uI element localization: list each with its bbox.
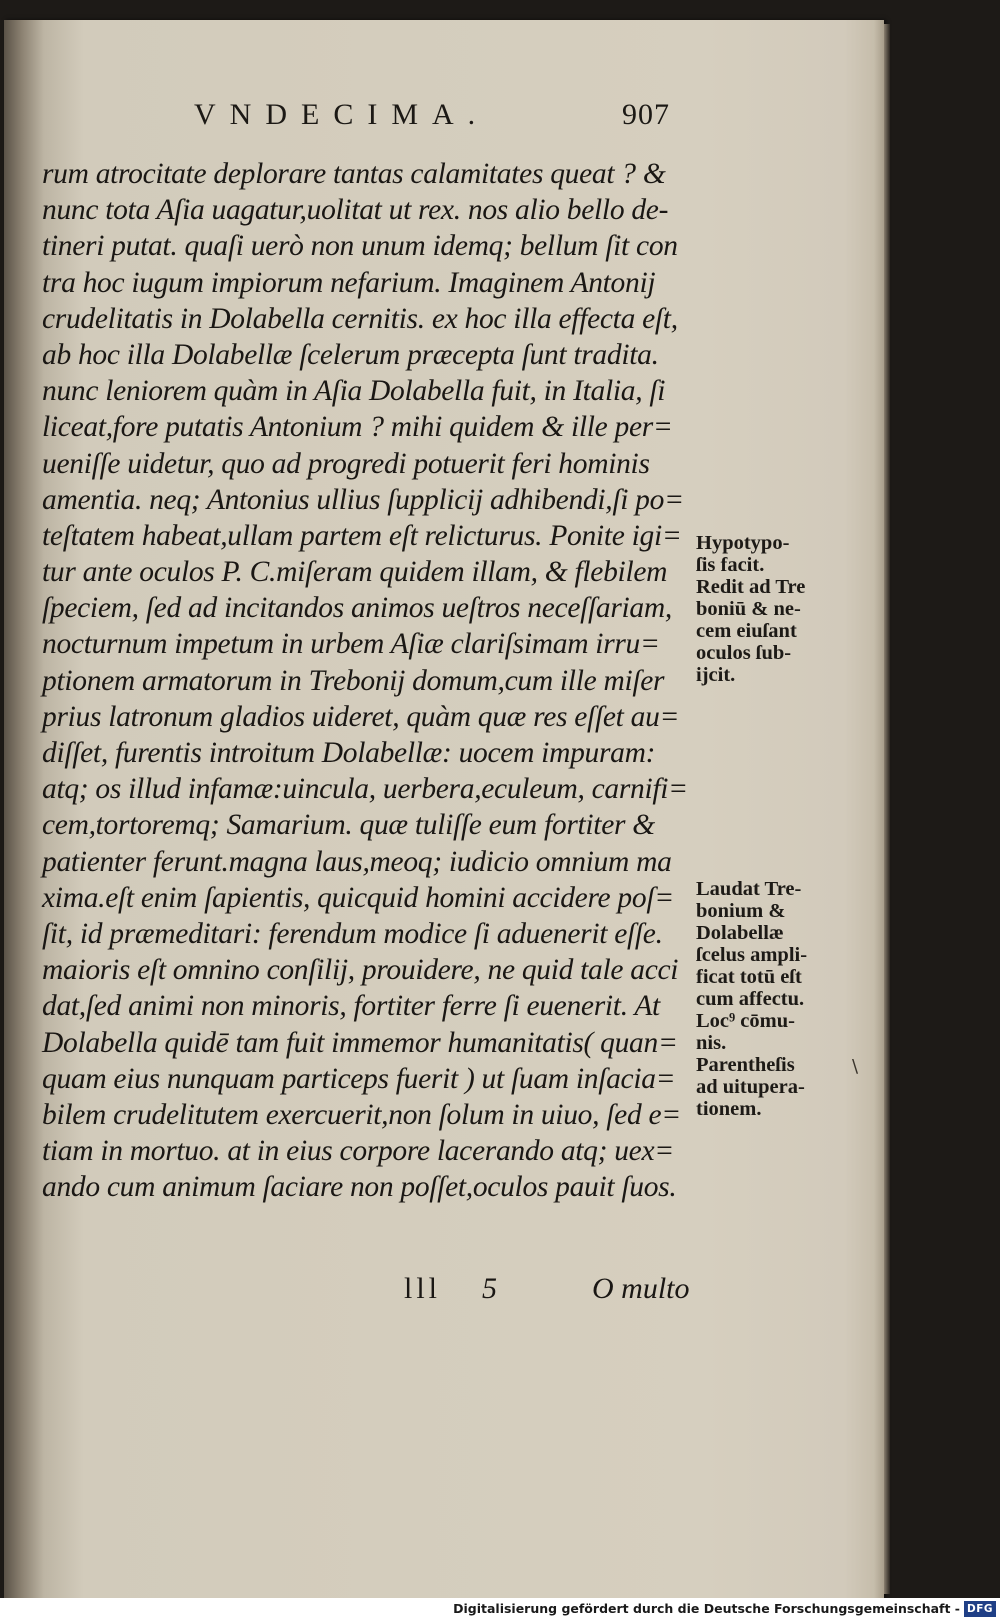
text-line: ſpeciem, ſed ad incitandos animos ueſtros neceſſariam, (42, 592, 672, 625)
text-line: ando cum animum ſaciare non poſſet,oculos pauit ſuos. (42, 1171, 677, 1204)
text-line: tineri putat. quaſi uerò non unum idemq; bellum ſit con (42, 230, 678, 263)
text-line: ptionem armatorum in Trebonij domum,cum ille miſer (42, 664, 665, 697)
marginal-note-line: tionem. (696, 1098, 762, 1120)
text-line: Dolabella quidē tam fuit immemor humanitatis( quan= (42, 1026, 678, 1059)
text-line: atq; os illud infamæ:uincula, uerbera,eculeum, carnifi= (42, 773, 688, 806)
signature-mark: lll (404, 1272, 442, 1305)
text-line: ab hoc illa Dolabellæ ſcelerum præcepta ſunt tradita. (42, 338, 659, 371)
marginal-note-hypotyposis (696, 532, 856, 686)
text-line: maioris eſt omnino conſilij, prouidere, ne quid tale acci (42, 954, 679, 987)
marginal-note-line: Loc⁹ cōmu- (696, 1010, 795, 1032)
text-line: tur ante oculos P. C.miſeram quidem illam, & flebilem (42, 556, 668, 589)
text-line: ſit, id præmeditari: ferendum modice ſi aduenerit eſſe. (42, 917, 663, 950)
running-head: VNDECIMA. (194, 98, 490, 131)
marginal-note-line: nis. (696, 1032, 727, 1054)
text-line: ueniſſe uidetur, quo ad progredi potuerit feri hominis (42, 447, 650, 480)
signature-number: 5 (482, 1272, 497, 1305)
text-line: quam eius nunquam particeps fuerit ) ut ſuam inſacia= (42, 1062, 676, 1095)
text-line: nunc tota Aſia uagatur,uolitat ut rex. nos alio bello de- (42, 194, 669, 227)
marginal-note-line: Dolabellæ (696, 922, 784, 944)
text-line: patienter ferunt.magna laus,meoq; iudicio omnium ma (42, 845, 672, 878)
text-line: diſſet, furentis introitum Dolabellæ: uocem impuram: (42, 737, 656, 769)
marginal-note-line: ad uitupera- (696, 1076, 805, 1098)
marginal-note-line: cum affectu. (696, 988, 805, 1010)
marginal-note-laudat (696, 878, 859, 1120)
catchword: O multo (592, 1272, 690, 1305)
footer-credit: Digitalisierung gefördert durch die Deutsche Forschungsgemeinschaft - (453, 1601, 960, 1616)
marginal-note-line: Laudat Tre- (696, 878, 802, 900)
marginal-note-line: boniū & ne- (696, 598, 801, 620)
text-line: nocturnum impetum in urbem Aſiæ clariſsimam irru= (42, 628, 660, 661)
text-line: rum atrocitate deplorare tantas calamitates queat ? & (42, 158, 666, 190)
footer-bar (0, 1598, 1000, 1623)
marginal-note-line: ſcelus ampli- (696, 944, 808, 966)
marginal-note-line: oculos ſub- (696, 642, 792, 664)
text-line: cem,tortoremq; Samarium. quæ tuliſſe eum fortiter & (42, 809, 655, 842)
marginal-note-line: cem eiuſant (696, 620, 797, 642)
dfg-logo: DFG (964, 1601, 996, 1617)
page-number: 907 (622, 98, 670, 131)
marginal-note-line: bonium & (696, 900, 786, 922)
marginal-note-line: ficat totū eſt (696, 966, 802, 988)
marginal-note-line: ijcit. (696, 664, 736, 686)
text-line: xima.eſt enim ſapientis, quicquid homini accidere poſ= (42, 881, 674, 914)
text-line: tiam in mortuo. at in eius corpore lacerando atq; uex= (42, 1135, 674, 1168)
text-line: nunc leniorem quàm in Aſia Dolabella fuit, in Italia, ſi (42, 375, 666, 408)
text-line: prius latronum gladios uideret, quàm quæ res eſſet au= (42, 700, 680, 733)
body-text (42, 156, 692, 1205)
text-line: amentia. neq; Antonius ullius ſupplicij adhibendi,ſi po= (42, 483, 684, 516)
marginal-note-line: ſis facit. (696, 554, 765, 576)
page-edge (884, 24, 890, 1594)
book-page (4, 20, 884, 1598)
text-line: dat,ſed animi non minoris, fortiter ferre ſi euenerit. At (42, 990, 660, 1023)
marginal-note-line: Parentheſis (696, 1054, 795, 1076)
marginal-note-line: Hypotypo- (696, 532, 790, 554)
text-line: bilem crudelitutem exercuerit,non ſolum in uiuo, ſed e= (42, 1098, 681, 1131)
text-line: liceat,fore putatis Antonium ? mihi quidem & ille per= (42, 411, 673, 444)
text-line: tra hoc iugum impiorum nefarium. Imaginem Antonij (42, 266, 656, 299)
marginal-note-line: Redit ad Tre (696, 576, 806, 598)
stray-mark: \ (852, 1056, 859, 1077)
text-line: teſtatem habeat,ullam partem eſt relicturus. Ponite igi= (42, 519, 682, 552)
text-line: crudelitatis in Dolabella cernitis. ex hoc illa effecta eſt, (42, 302, 678, 335)
